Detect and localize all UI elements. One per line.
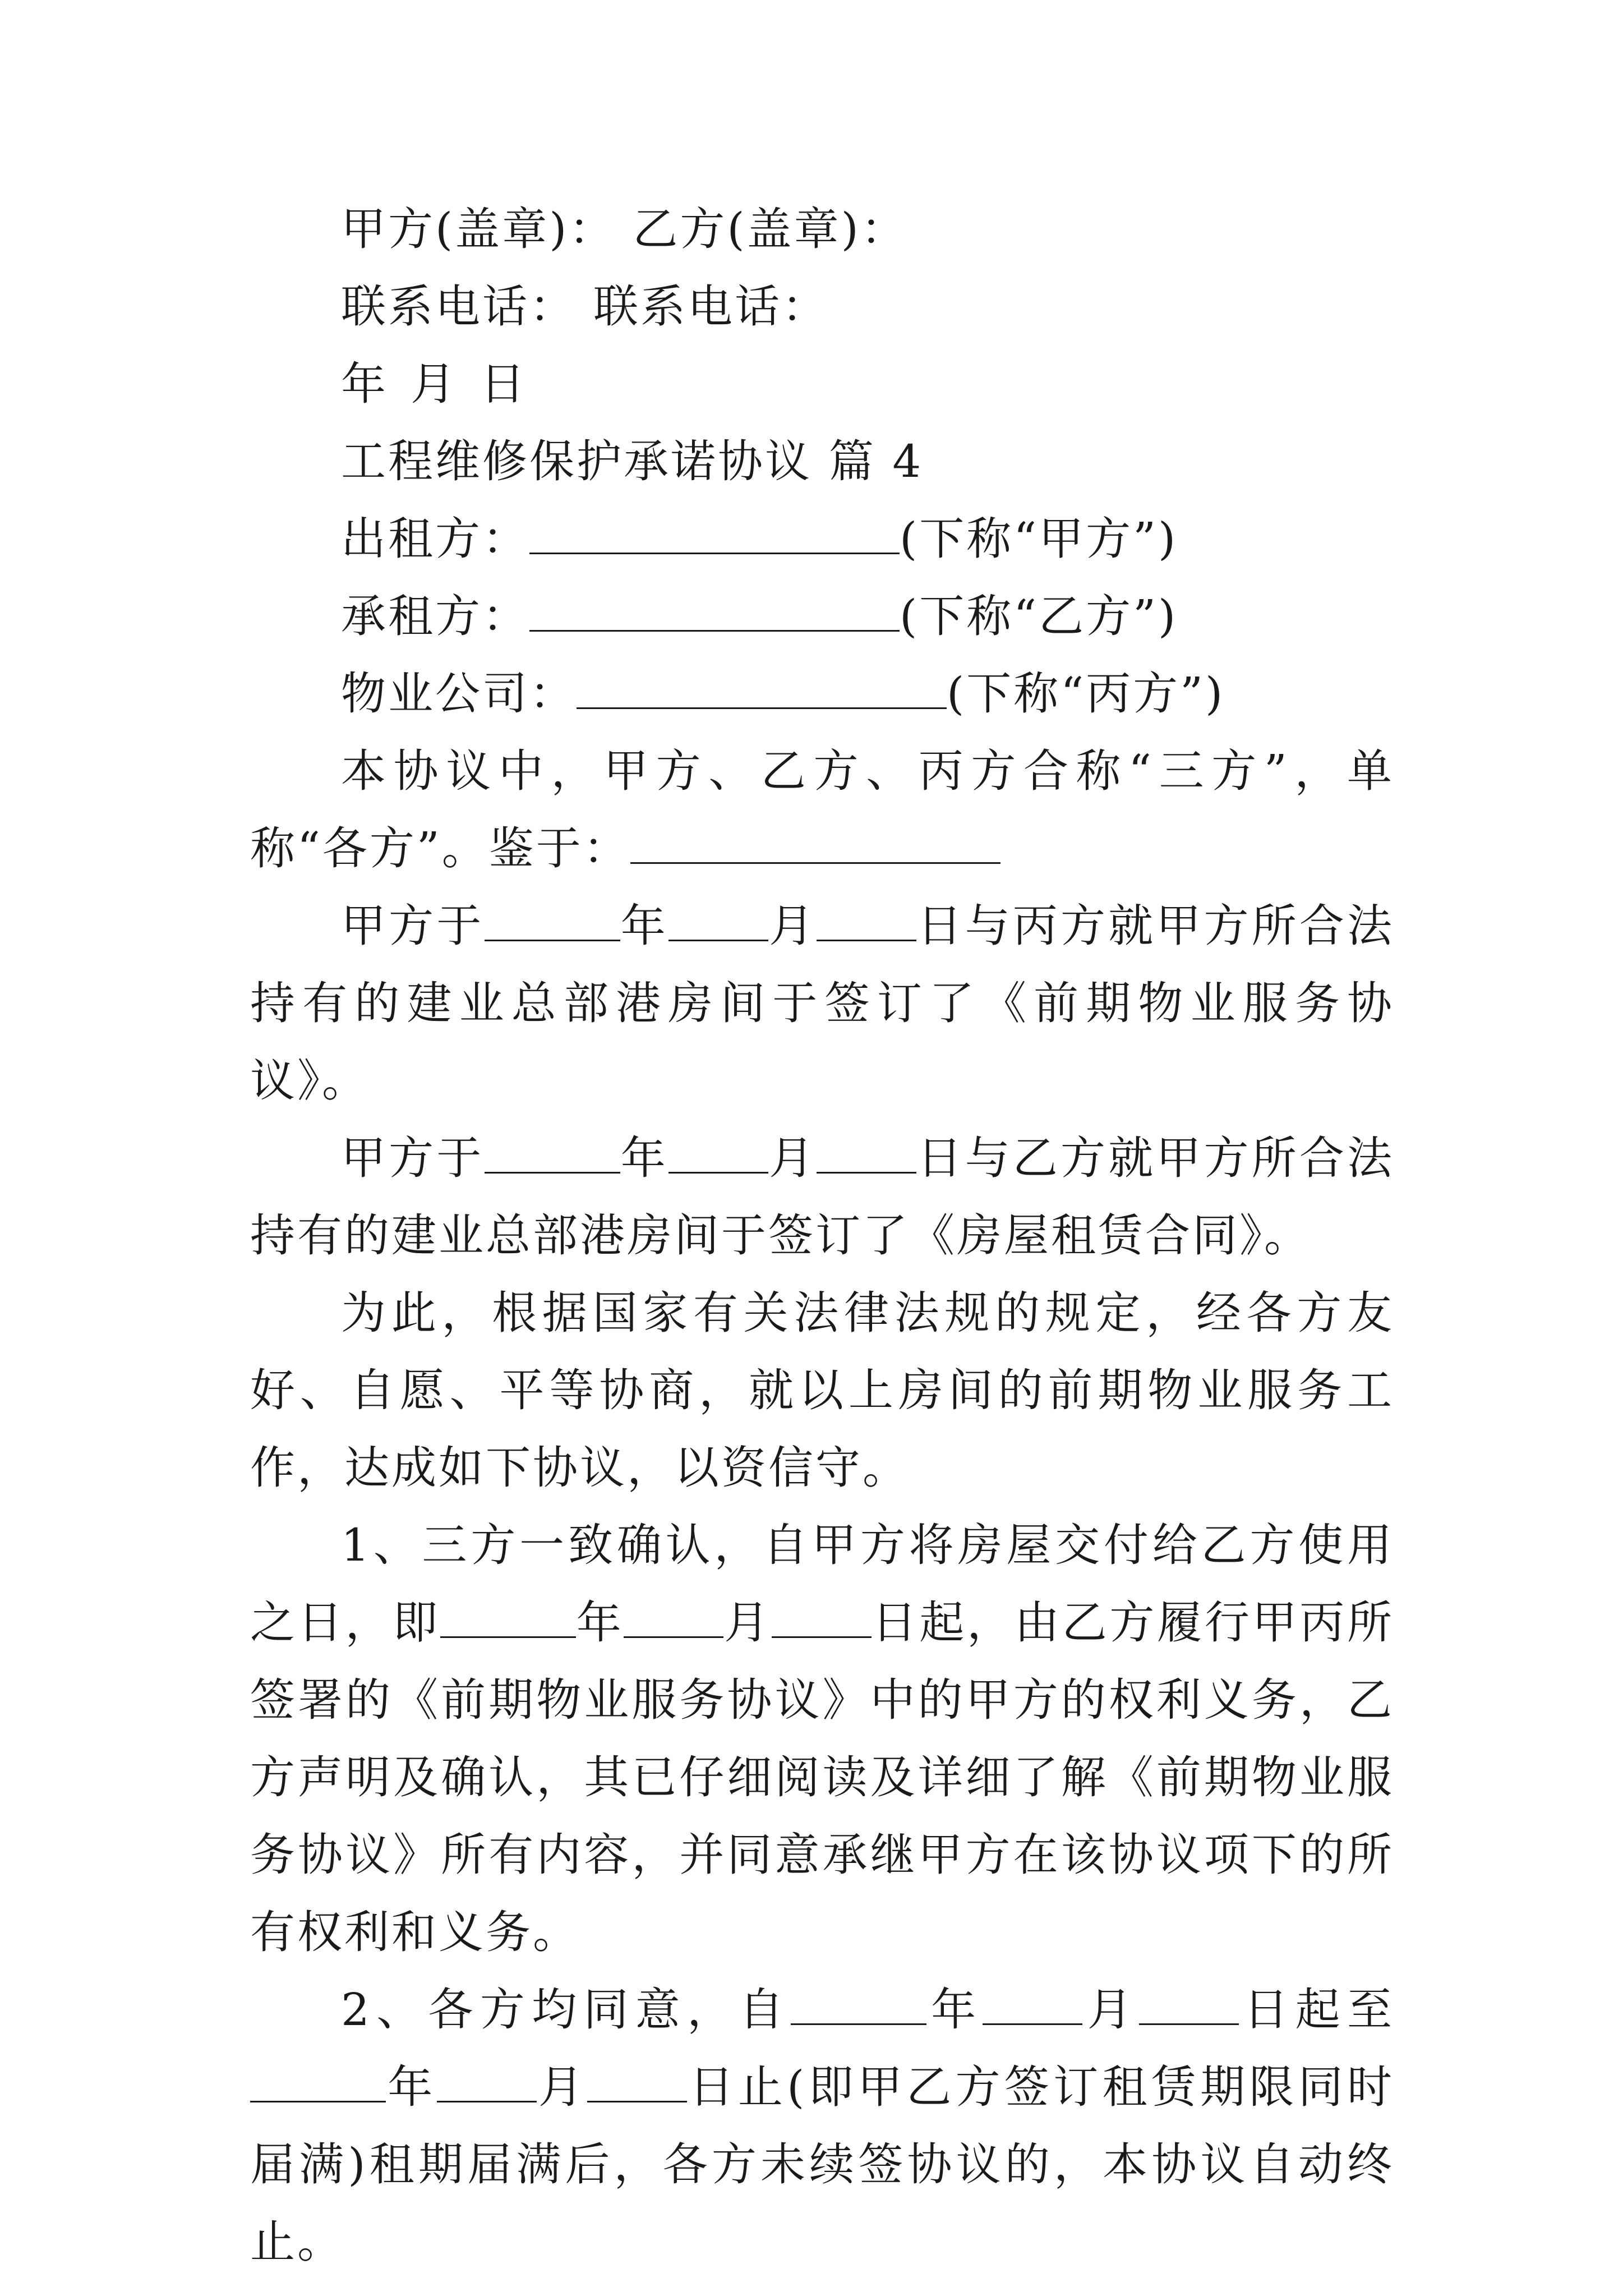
party-lessee-blank[interactable] [529, 594, 900, 632]
clause-2-paragraph [250, 1971, 1394, 2281]
clause-1-month-blank[interactable] [624, 1600, 723, 1638]
recital-1-paragraph [250, 887, 1394, 1120]
party-property-suffix: (下称“丙方”) [947, 668, 1225, 720]
party-lessor-label: 出租方： [341, 513, 529, 565]
date-month-label: 月 [411, 358, 458, 410]
clause-2-year-2-blank[interactable] [250, 2065, 386, 2102]
party-lessee-line [250, 578, 1394, 655]
clause-2-month-2-blank[interactable] [437, 2065, 537, 2102]
intro-text: 本协议中，甲方、乙方、丙方合称“三方”，单称“各方”。鉴于： [250, 745, 1394, 875]
clause-2-year-2: 年 [386, 2061, 437, 2113]
date-line [250, 346, 1394, 423]
clause-2-prefix: 2、各方均同意，自 [341, 1984, 791, 2036]
document-body [250, 191, 1394, 2281]
party-lessor-line [250, 500, 1394, 578]
clause-2-day-1: 日起至 [1239, 1984, 1395, 2036]
recital-1-month: 月 [768, 900, 817, 952]
recital-2-month-blank[interactable] [668, 1136, 768, 1174]
clause-2-month-2: 月 [536, 2061, 588, 2113]
clause-1-day-blank[interactable] [772, 1600, 872, 1638]
clause-1-year-blank[interactable] [440, 1600, 576, 1638]
party-lessee-label: 承租方： [341, 590, 529, 642]
date-day-label: 日 [480, 358, 527, 410]
phone-b-label: 联系电话： [593, 280, 829, 333]
recital-2-paragraph [250, 1120, 1394, 1274]
clause-1-prefix: 1、三方一致确认，自甲方将房屋交付给乙方使用之日，即 [250, 1519, 1394, 1649]
clause-1-rest: 日起，由乙方履行甲丙所签署的《前期物业服务协议》中的甲方的权利义务，乙方声明及确认，其已仔细阅读及详细了解《前期物业服务协议》所有内容，并同意承继甲方在该协议项下的所有权利和义务。 [250, 1596, 1395, 1958]
section-heading [250, 423, 1394, 500]
recital-2-day-blank[interactable] [817, 1136, 916, 1174]
recital-1-prefix: 甲方于 [341, 900, 485, 952]
clause-2-rest: 日止(即甲乙方签订租赁期限同时届满)租期届满后，各方未续签协议的，本协议自动终止。 [250, 2061, 1394, 2268]
phone-a-label: 联系电话： [341, 280, 577, 333]
recital-2-year: 年 [620, 1132, 668, 1184]
party-property-line [250, 655, 1394, 733]
clause-1-year: 年 [575, 1596, 624, 1649]
clause-1-month: 月 [723, 1596, 772, 1649]
section-number: 篇 4 [829, 435, 924, 487]
recital-2-month: 月 [768, 1132, 817, 1184]
recital-1-day-blank[interactable] [817, 904, 916, 941]
clause-2-year-1-blank[interactable] [791, 1987, 926, 2025]
recital-2-prefix: 甲方于 [341, 1132, 485, 1184]
clause-2-day-2-blank[interactable] [587, 2065, 687, 2102]
recital-1-year-blank[interactable] [485, 904, 620, 941]
party-a-seal-label: 甲方(盖章)： [341, 203, 616, 255]
recital-2-year-blank[interactable] [485, 1136, 620, 1174]
clause-2-year-1: 年 [926, 1984, 983, 2036]
intro-paragraph [250, 733, 1394, 887]
date-year-label: 年 [341, 358, 388, 410]
clause-1-paragraph [250, 1507, 1394, 1971]
phone-line [250, 268, 1394, 346]
party-b-seal-label: 乙方(盖章)： [633, 203, 908, 255]
recital-1-year: 年 [620, 900, 668, 952]
recital-1-rest: 日与丙方就甲方所合法持有的建业总部港房间于签订了《前期物业服务协议》。 [250, 900, 1395, 1107]
recital-2-rest: 日与乙方就甲方所合法持有的建业总部港房间于签订了《房屋租赁合同》。 [250, 1132, 1395, 1262]
party-property-label: 物业公司： [341, 668, 577, 720]
recital-3-paragraph: 为此，根据国家有关法律法规的规定，经各方友好、自愿、平等协商，就以上房间的前期物业服务工作，达成如下协议，以资信守。 [250, 1287, 1394, 1494]
clause-2-day-1-blank[interactable] [1139, 1987, 1239, 2025]
party-property-blank[interactable] [577, 671, 947, 709]
seal-line [250, 191, 1394, 268]
party-lessee-suffix: (下称“乙方”) [900, 590, 1178, 642]
party-lessor-suffix: (下称“甲方”) [900, 513, 1178, 565]
party-lessor-blank[interactable] [529, 517, 900, 554]
whereas-blank[interactable] [630, 826, 1000, 864]
clause-2-month-1-blank[interactable] [983, 1987, 1082, 2025]
clause-2-month-1: 月 [1082, 1984, 1140, 2036]
section-title: 工程维修保护承诺协议 [341, 435, 812, 487]
recital-1-month-blank[interactable] [668, 904, 768, 941]
